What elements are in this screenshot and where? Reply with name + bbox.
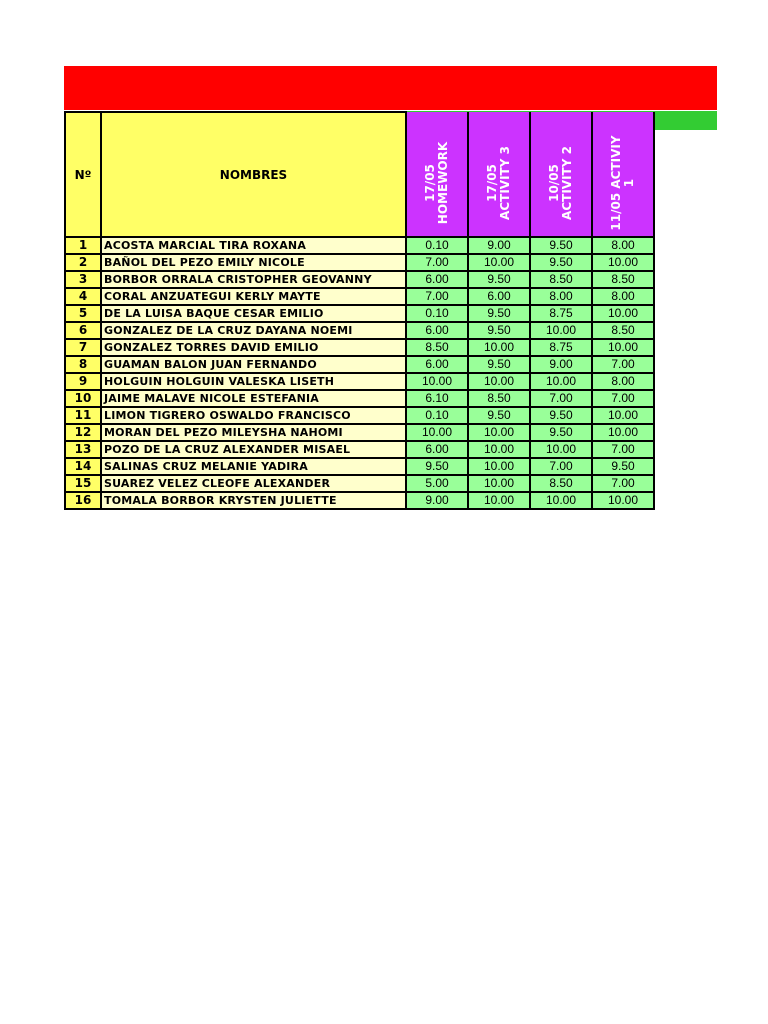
grade-cell[interactable]: 8.50 <box>530 475 592 492</box>
grade-cell[interactable]: 7.00 <box>592 356 654 373</box>
grade-cell[interactable]: 8.50 <box>468 390 530 407</box>
grade-cell[interactable]: 10.00 <box>468 441 530 458</box>
student-name-cell[interactable]: GONZALEZ TORRES DAVID EMILIO <box>101 339 406 356</box>
grade-cell[interactable]: 10.00 <box>592 254 654 271</box>
table-row <box>65 288 654 305</box>
grade-cell[interactable]: 6.00 <box>406 356 468 373</box>
grade-cell[interactable]: 10.00 <box>468 458 530 475</box>
activity-header-label: 17/05 HOMEWORK <box>423 141 450 225</box>
grade-cell[interactable]: 8.50 <box>592 271 654 288</box>
grade-cell[interactable]: 5.00 <box>406 475 468 492</box>
table-row <box>65 407 654 424</box>
grade-cell[interactable]: 10.00 <box>530 373 592 390</box>
student-name-cell[interactable]: BORBOR ORRALA CRISTOPHER GEOVANNY <box>101 271 406 288</box>
grade-cell[interactable]: 6.00 <box>468 288 530 305</box>
row-number-cell[interactable]: 4 <box>65 288 101 305</box>
grade-cell[interactable]: 10.00 <box>530 322 592 339</box>
activity-header-activity-3[interactable] <box>468 112 530 237</box>
row-number-cell[interactable]: 7 <box>65 339 101 356</box>
grade-cell[interactable]: 6.00 <box>406 441 468 458</box>
grade-cell[interactable]: 6.10 <box>406 390 468 407</box>
grade-cell[interactable]: 10.00 <box>592 407 654 424</box>
grade-cell[interactable]: 10.00 <box>406 373 468 390</box>
grade-cell[interactable]: 10.00 <box>468 475 530 492</box>
grade-cell[interactable]: 8.00 <box>592 373 654 390</box>
row-number-cell[interactable]: 9 <box>65 373 101 390</box>
activity-header-label: 17/05 ACTIVITY 3 <box>485 146 512 220</box>
grade-cell[interactable]: 7.00 <box>406 288 468 305</box>
grade-cell[interactable]: 7.00 <box>592 475 654 492</box>
table-row <box>65 254 654 271</box>
grade-cell[interactable]: 10.00 <box>468 254 530 271</box>
activity-header-homework[interactable] <box>406 112 468 237</box>
table-row <box>65 356 654 373</box>
table-row <box>65 237 654 254</box>
row-number-cell[interactable]: 10 <box>65 390 101 407</box>
grade-cell[interactable]: 10.00 <box>530 441 592 458</box>
grade-cell[interactable]: 10.00 <box>592 339 654 356</box>
student-name-cell[interactable]: SALINAS CRUZ MELANIE YADIRA <box>101 458 406 475</box>
row-number-cell[interactable]: 12 <box>65 424 101 441</box>
activity-header-label: 10/05 ACTIVITY 2 <box>547 146 574 220</box>
table-row <box>65 458 654 475</box>
grade-cell[interactable]: 7.00 <box>592 390 654 407</box>
grade-cell[interactable]: 8.00 <box>530 288 592 305</box>
grades-table <box>64 111 655 510</box>
student-name-cell[interactable]: GONZALEZ DE LA CRUZ DAYANA NOEMI <box>101 322 406 339</box>
table-row <box>65 424 654 441</box>
grade-cell[interactable]: 8.50 <box>592 322 654 339</box>
row-number-cell[interactable]: 11 <box>65 407 101 424</box>
grade-cell[interactable]: 10.00 <box>468 424 530 441</box>
grade-cell[interactable]: 8.00 <box>592 288 654 305</box>
names-column-header[interactable]: NOMBRES <box>101 112 406 237</box>
student-name-cell[interactable]: MORAN DEL PEZO MILEYSHA NAHOMI <box>101 424 406 441</box>
grade-cell[interactable]: 9.50 <box>468 407 530 424</box>
activity-header-activity-1[interactable] <box>592 112 654 237</box>
number-column-header[interactable]: Nº <box>65 112 101 237</box>
activity-header-activity-2[interactable] <box>530 112 592 237</box>
row-number-cell[interactable]: 1 <box>65 237 101 254</box>
header-row <box>65 112 654 237</box>
grade-cell[interactable]: 0.10 <box>406 407 468 424</box>
table-row <box>65 373 654 390</box>
table-row <box>65 339 654 356</box>
row-number-cell[interactable]: 13 <box>65 441 101 458</box>
table-row <box>65 441 654 458</box>
table-row <box>65 492 654 509</box>
grade-cell[interactable]: 10.00 <box>406 424 468 441</box>
grade-cell[interactable]: 6.00 <box>406 322 468 339</box>
grade-cell[interactable]: 10.00 <box>530 492 592 509</box>
grade-cell[interactable]: 9.00 <box>530 356 592 373</box>
row-number-cell[interactable]: 14 <box>65 458 101 475</box>
grade-cell[interactable]: 8.75 <box>530 339 592 356</box>
grade-cell[interactable]: 9.50 <box>468 356 530 373</box>
student-name-cell[interactable]: DE LA LUISA BAQUE CESAR EMILIO <box>101 305 406 322</box>
table-row <box>65 390 654 407</box>
grade-cell[interactable]: 9.00 <box>406 492 468 509</box>
grade-cell[interactable]: 10.00 <box>592 424 654 441</box>
grade-cell[interactable]: 7.00 <box>406 254 468 271</box>
grade-cell[interactable]: 8.75 <box>530 305 592 322</box>
grade-cell[interactable]: 9.50 <box>530 254 592 271</box>
table-row <box>65 322 654 339</box>
grade-cell[interactable]: 8.50 <box>530 271 592 288</box>
student-name-cell[interactable]: JAIME MALAVE NICOLE ESTEFANIA <box>101 390 406 407</box>
table-row <box>65 305 654 322</box>
grade-cell[interactable]: 9.50 <box>530 237 592 254</box>
grade-cell[interactable]: 8.50 <box>406 339 468 356</box>
student-name-cell[interactable]: BAÑOL DEL PEZO EMILY NICOLE <box>101 254 406 271</box>
table-row <box>65 475 654 492</box>
grade-cell[interactable]: 0.10 <box>406 237 468 254</box>
row-number-cell[interactable]: 8 <box>65 356 101 373</box>
student-name-cell[interactable]: LIMON TIGRERO OSWALDO FRANCISCO <box>101 407 406 424</box>
grade-cell[interactable]: 10.00 <box>468 339 530 356</box>
grade-cell[interactable]: 9.50 <box>592 458 654 475</box>
student-name-cell[interactable]: POZO DE LA CRUZ ALEXANDER MISAEL <box>101 441 406 458</box>
grade-cell[interactable]: 9.00 <box>468 237 530 254</box>
student-name-cell[interactable]: SUAREZ VELEZ CLEOFE ALEXANDER <box>101 475 406 492</box>
student-name-cell[interactable]: HOLGUIN HOLGUIN VALESKA LISETH <box>101 373 406 390</box>
grade-cell[interactable]: 9.50 <box>406 458 468 475</box>
activity-header-label: 11/05 ACTIVIY 1 <box>609 135 636 231</box>
row-number-cell[interactable]: 15 <box>65 475 101 492</box>
title-bar <box>64 66 717 110</box>
student-name-cell[interactable]: ACOSTA MARCIAL TIRA ROXANA <box>101 237 406 254</box>
table-row <box>65 271 654 288</box>
grade-cell[interactable]: 7.00 <box>530 390 592 407</box>
grade-cell[interactable]: 8.00 <box>592 237 654 254</box>
grade-cell[interactable]: 10.00 <box>468 373 530 390</box>
student-name-cell[interactable]: GUAMAN BALON JUAN FERNANDO <box>101 356 406 373</box>
grade-cell[interactable]: 9.50 <box>468 322 530 339</box>
grade-cell[interactable]: 10.00 <box>592 305 654 322</box>
grade-cell[interactable]: 7.00 <box>592 441 654 458</box>
row-number-cell[interactable]: 3 <box>65 271 101 288</box>
row-number-cell[interactable]: 2 <box>65 254 101 271</box>
grade-cell[interactable]: 9.50 <box>468 305 530 322</box>
grade-cell[interactable]: 7.00 <box>530 458 592 475</box>
grade-cell[interactable]: 6.00 <box>406 271 468 288</box>
grade-cell[interactable]: 10.00 <box>468 492 530 509</box>
row-number-cell[interactable]: 16 <box>65 492 101 509</box>
grade-cell[interactable]: 9.50 <box>468 271 530 288</box>
grade-cell[interactable]: 0.10 <box>406 305 468 322</box>
row-number-cell[interactable]: 6 <box>65 322 101 339</box>
grade-cell[interactable]: 9.50 <box>530 424 592 441</box>
student-name-cell[interactable]: TOMALA BORBOR KRYSTEN JULIETTE <box>101 492 406 509</box>
student-name-cell[interactable]: CORAL ANZUATEGUI KERLY MAYTE <box>101 288 406 305</box>
row-number-cell[interactable]: 5 <box>65 305 101 322</box>
grade-cell[interactable]: 10.00 <box>592 492 654 509</box>
grade-cell[interactable]: 9.50 <box>530 407 592 424</box>
